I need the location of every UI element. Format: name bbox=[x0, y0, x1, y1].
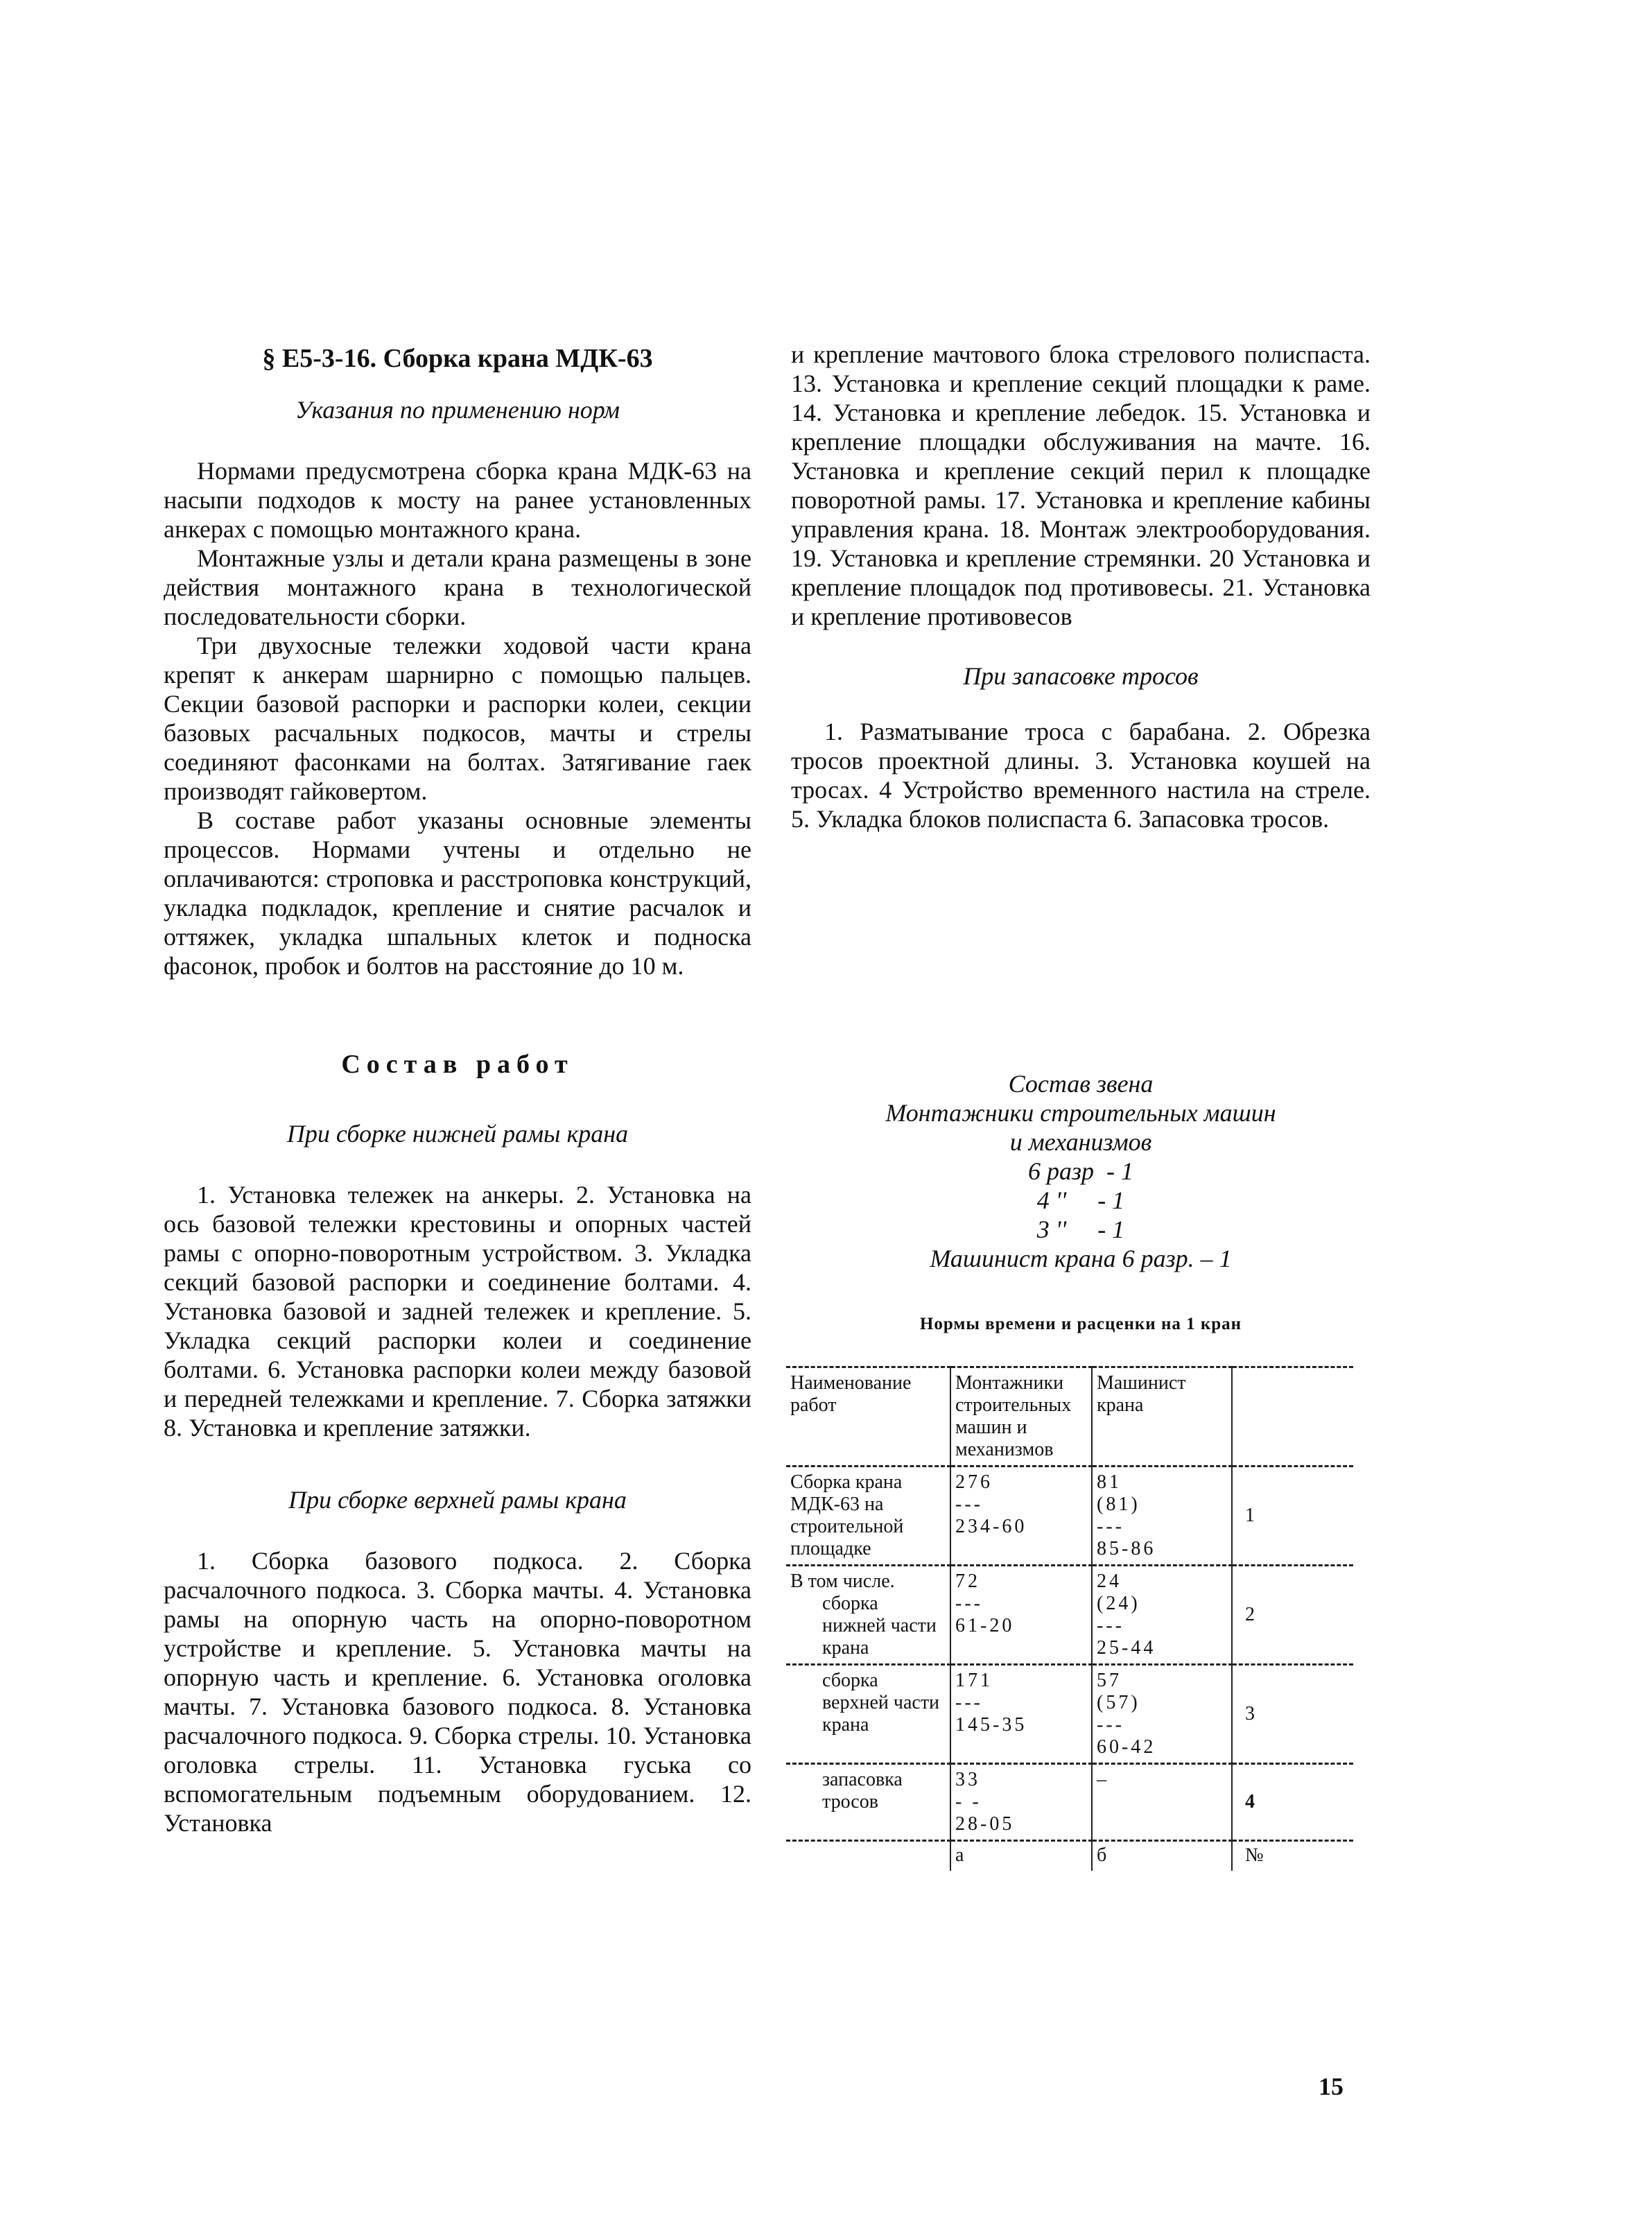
price-value: 234-60 bbox=[955, 1516, 1027, 1537]
cell-num: 3 bbox=[1232, 1665, 1353, 1764]
cell-work bbox=[786, 1764, 950, 1841]
rope-text: 1. Разматывание троса с барабана. 2. Обрезка тросов проектной длины. 3. Установка коушей на тросах. 4 Устройство временного настила на стреле. 5. Укладка блоков полиспаста 6. Запасовка тросов. bbox=[791, 718, 1371, 833]
work-name: запасовка тросов bbox=[822, 1769, 903, 1813]
fraction-bar: - - bbox=[955, 1791, 982, 1813]
footer-empty bbox=[786, 1841, 950, 1871]
crew-rank: 6 разр - 1 bbox=[1027, 1157, 1134, 1185]
page-number: 15 bbox=[1319, 2073, 1344, 2100]
table-footer-row bbox=[786, 1841, 1353, 1871]
table-row bbox=[786, 1566, 1353, 1665]
crew-rank: 3 '' - 1 bbox=[1036, 1216, 1125, 1243]
cell-operator bbox=[1092, 1467, 1232, 1566]
footer-num: № bbox=[1232, 1841, 1353, 1871]
crew-line: Монтажники строительных машин bbox=[885, 1099, 1276, 1127]
table-header-row bbox=[786, 1367, 1353, 1467]
norm-value: – bbox=[1097, 1769, 1109, 1790]
table-row bbox=[786, 1665, 1353, 1764]
norm-value: 33 bbox=[955, 1769, 980, 1790]
norm-value: 171 bbox=[955, 1670, 993, 1691]
table-row bbox=[786, 1764, 1353, 1841]
cell-installers bbox=[950, 1665, 1092, 1764]
price-value: 28-05 bbox=[955, 1813, 1015, 1835]
paragraph: В составе работ указаны основные элементы процессов. Нормами учтены и отдельно не оплачиваются: строповка и расстроповка конструкций, укладка подкладок, крепление и снятие расчалок и оттяжек, укладка шпальных клеток и поднoска фасонок, пробок и болтов на расстояние до 10 м. bbox=[164, 806, 751, 980]
fraction-bar: --- bbox=[955, 1494, 983, 1515]
lower-frame-heading: При сборке нижней рамы крана bbox=[286, 1120, 629, 1148]
table-title: Нормы времени и расценки на 1 кран bbox=[919, 1315, 1242, 1333]
crew-composition bbox=[791, 1069, 1371, 1273]
lower-frame-text: 1. Установка тележек на анкеры. 2. Установка на ось базовой тележки крестовины и опорных частей рамы с опорно-поворотным устройством. 3. Укладка секций базовой распорки и соединение болтами. 4. Установка базовой и задней тележек и крепление. 5. Укладка секций распорки колеи и соединение болтами. 6. Установка распорки колеи между базовой и передней тележками и крепление. 7. Сборка затяжки 8. Установка и крепление затяжки. bbox=[164, 1181, 751, 1442]
work-heading: Состав работ bbox=[341, 1050, 574, 1079]
norm-value: 81 bbox=[1097, 1471, 1122, 1493]
paragraph: Нормами предусмотрена сборка крана МДК-63 на насыпи подходов к мосту на ранее установленных анкерах с помощью монтажного крана. bbox=[164, 457, 751, 543]
header-operator: Машинист крана bbox=[1092, 1367, 1232, 1467]
work-lead: В том числе. bbox=[790, 1571, 895, 1592]
crew-title: Состав звена bbox=[1008, 1070, 1154, 1098]
upper-frame-text: 1. Сборка базового подкоса. 2. Сборка расчалочного подкоса. 3. Сборка мачты. 4. Установка рамы на опорную часть на опорно-поворотном устройстве и крепление. 5. Установка мачты на опорную часть и крепление. 6. Установка оголовка мачты. 7. Установка базового подкоса. 8. Установка расчалочного подкоса. 9. Сборка стрелы. 10. Установка оголовка стрелы. 11. Установка гуська со вспомогательным подъемным оборудованием. 12. Установка bbox=[164, 1547, 751, 1837]
cell-installers bbox=[950, 1764, 1092, 1841]
fraction-bar: --- bbox=[1097, 1714, 1124, 1736]
header-num bbox=[1232, 1367, 1353, 1467]
price-value: 25-44 bbox=[1097, 1637, 1156, 1659]
cell-num: 1 bbox=[1232, 1467, 1353, 1566]
crew-operator: Машинист крана 6 разр. – 1 bbox=[930, 1245, 1232, 1272]
price-value: 85-86 bbox=[1097, 1538, 1156, 1559]
cell-operator bbox=[1092, 1665, 1232, 1764]
paragraph: Монтажные узлы и детали крана размещены в зоне действия монтажного крана в технологической последовательности сборки. bbox=[164, 544, 751, 630]
header-work: Наименование работ bbox=[786, 1367, 950, 1467]
guidance-heading: Указания по применению норм bbox=[295, 396, 620, 424]
footer-a: а bbox=[950, 1841, 1092, 1871]
table-row bbox=[786, 1467, 1353, 1566]
rope-heading: При запасовке тросов bbox=[963, 662, 1199, 690]
cell-work: Сборка крана МДК-63 на строительной площадке bbox=[786, 1467, 950, 1566]
left-column bbox=[164, 344, 751, 1837]
norms-table bbox=[786, 1366, 1353, 1871]
work-name: сборка нижней части крана bbox=[822, 1593, 937, 1659]
norm-value: 276 bbox=[955, 1471, 993, 1493]
norm-extra: (24) bbox=[1097, 1593, 1140, 1614]
cell-operator bbox=[1092, 1566, 1232, 1665]
section-title: § Е5-3-16. Сборка крана МДК-63 bbox=[262, 344, 653, 373]
fraction-bar: --- bbox=[955, 1692, 983, 1713]
paragraph: Три двухосные тележки ходовой части крана крепят к анкерам шарнирно с помощью пальцев. Секции базовой распорки и распорки колеи, секции базовых расчальных подкосов, мачты и стрелы соединяют фасонками на болтах. Затягивание гаек производят гайковертом. bbox=[164, 632, 751, 805]
cell-installers bbox=[950, 1566, 1092, 1665]
cell-installers bbox=[950, 1467, 1092, 1566]
cell-num: 4 bbox=[1232, 1764, 1353, 1841]
price-value: 145-35 bbox=[955, 1714, 1027, 1736]
fraction-bar: --- bbox=[1097, 1516, 1124, 1537]
crew-rank: 4 '' - 1 bbox=[1036, 1186, 1125, 1214]
cell-work bbox=[786, 1566, 950, 1665]
crew-line: и механизмов bbox=[1009, 1128, 1152, 1156]
right-column bbox=[791, 340, 1371, 833]
cell-num: 2 bbox=[1232, 1566, 1353, 1665]
upper-frame-heading: При сборке верхней рамы крана bbox=[288, 1486, 627, 1514]
fraction-bar: --- bbox=[955, 1593, 983, 1614]
norm-value: 57 bbox=[1097, 1670, 1122, 1691]
cell-operator bbox=[1092, 1764, 1232, 1841]
norm-extra: (81) bbox=[1097, 1494, 1140, 1515]
header-installers: Монтажники строительных машин и механизмов bbox=[950, 1367, 1092, 1467]
price-value: 61-20 bbox=[955, 1615, 1015, 1636]
continuation-text: и крепление мачтового блока стрелового полиспаста. 13. Установка и крепление секций площадки к раме. 14. Установка и крепление лебедок. 15. Установка и крепление площадки обслуживания на мачте. 16. Установка и крепление секций перил к площадке поворотной рамы. 17. Установка и крепление кабины управления крана. 18. Монтаж электрооборудования. 19. Установка и крепление стремянки. 20 Установка и крепление площадок под противовесы. 21. Установка и крепление противовесов bbox=[791, 340, 1371, 630]
fraction-bar: --- bbox=[1097, 1615, 1124, 1636]
footer-b: б bbox=[1092, 1841, 1232, 1871]
price-value: 60-42 bbox=[1097, 1736, 1156, 1758]
cell-work bbox=[786, 1665, 950, 1764]
norm-value: 24 bbox=[1097, 1571, 1122, 1592]
norm-extra: (57) bbox=[1097, 1692, 1140, 1713]
norm-value: 72 bbox=[955, 1571, 980, 1592]
work-name: сборка верхней части крана bbox=[822, 1670, 940, 1736]
